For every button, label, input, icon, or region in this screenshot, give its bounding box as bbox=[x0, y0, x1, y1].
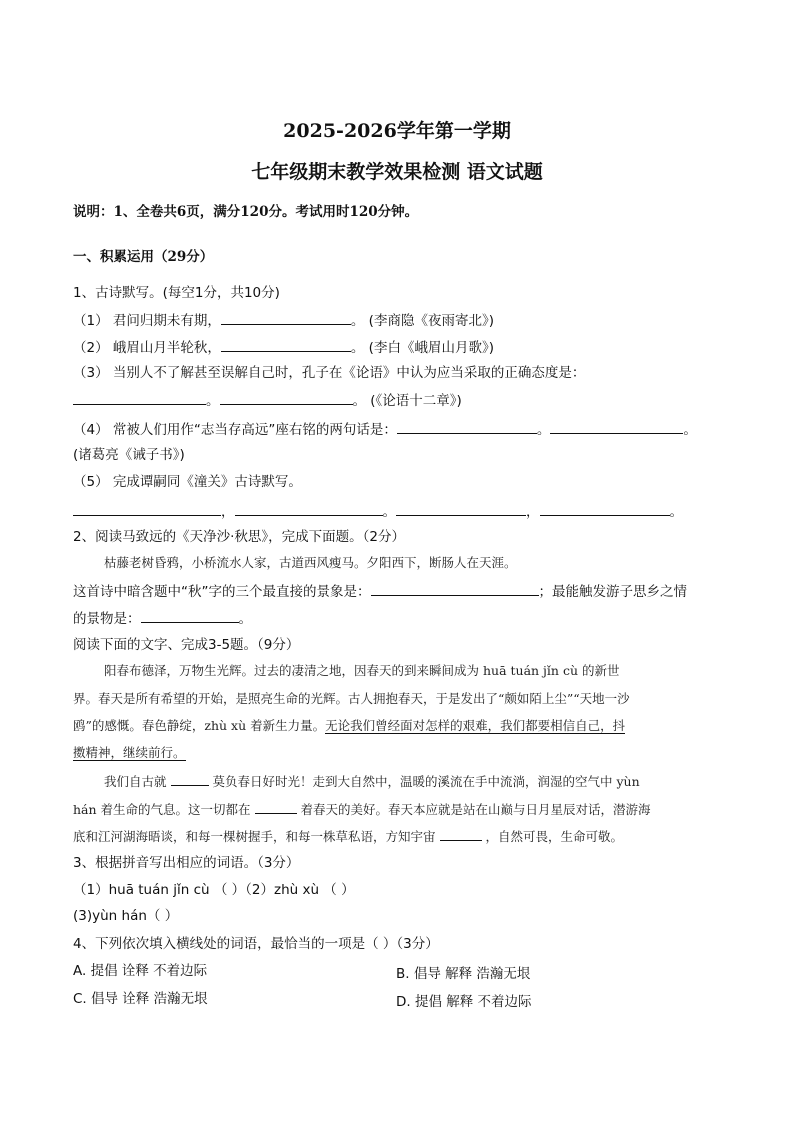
q4-option-c[interactable]: C. 倡导 诠释 浩瀚无垠 bbox=[73, 991, 208, 1007]
q2-question-line2 bbox=[73, 609, 252, 628]
reading-text: 鸥”的感慨。春色静绽，zhù xù 着新生力量。 bbox=[73, 718, 326, 733]
q1-item-3-blanks bbox=[73, 391, 462, 410]
answer-blank[interactable] bbox=[540, 502, 670, 516]
q1-item-1 bbox=[73, 311, 494, 330]
answer-blank[interactable] bbox=[221, 311, 351, 325]
q4-stem: 4、下列依次填入横线处的词语，最恰当的一项是（ ）（3分） bbox=[73, 936, 439, 952]
punct: 。 bbox=[382, 504, 396, 520]
answer-blank[interactable] bbox=[396, 502, 526, 516]
punct: 。 bbox=[238, 611, 252, 627]
reading-text: 着春天的美好。春天本应就是站在山巅与日月星辰对话，潜游海 bbox=[300, 802, 651, 817]
fill-blank[interactable] bbox=[255, 800, 297, 814]
answer-blank[interactable] bbox=[141, 609, 239, 623]
q1-item-2-source: 。 (李白《峨眉山月歌》) bbox=[350, 340, 494, 356]
q3-line1: （1）huā tuán jǐn cù （ ）（2）zhù xù （ ） bbox=[73, 882, 355, 898]
exam-instructions: 说明：1、全卷共6页，满分120分。考试用时120分钟。 bbox=[73, 204, 419, 220]
q2-question-text-2: ；最能触发游子思乡之情 bbox=[538, 584, 687, 600]
reading-text: 我们自古就 bbox=[104, 774, 167, 789]
reading-p1-line1: 阳春布德泽，万物生光辉。过去的凄清之地，因春天的到来瞬间成为 huā tuán jǐn cù 的新世 bbox=[104, 663, 620, 678]
reading-text: 底和江河湖海晤谈，和每一棵树握手，和每一株草私语，方知宇宙 bbox=[73, 829, 436, 844]
reading-text: hán 着生命的气息。这一切都在 bbox=[73, 802, 251, 817]
exam-term-title: 2025-2026学年第一学期 bbox=[283, 120, 511, 142]
q3-stem: 3、根据拼音写出相应的词语。（3分） bbox=[73, 855, 300, 871]
reading-p1-line4 bbox=[73, 744, 186, 762]
answer-blank[interactable] bbox=[73, 502, 221, 516]
underlined-sentence: 擞精神，继续前行。 bbox=[73, 745, 186, 760]
reading-p2-line3 bbox=[73, 827, 623, 846]
answer-blank[interactable] bbox=[73, 391, 206, 405]
q1-item-5: （5） 完成谭嗣同《潼关》古诗默写。 bbox=[73, 474, 302, 490]
section-heading: 一、积累运用（29分） bbox=[73, 249, 214, 265]
q1-item-2-text: （2） 峨眉山月半轮秋， bbox=[73, 340, 221, 356]
answer-blank[interactable] bbox=[221, 338, 351, 352]
q2-question-text-3: 的景物是： bbox=[73, 611, 141, 627]
exam-subject-title: 七年级期末教学效果检测 语文试题 bbox=[251, 161, 543, 183]
reading-p1-line3 bbox=[73, 717, 625, 735]
q1-item-5-blanks bbox=[73, 502, 683, 521]
answer-blank[interactable] bbox=[550, 420, 683, 434]
punct: ， bbox=[526, 504, 540, 520]
answer-blank[interactable] bbox=[235, 502, 383, 516]
q1-item-4 bbox=[73, 420, 697, 439]
answer-blank[interactable] bbox=[220, 391, 353, 405]
reading-p2-line2 bbox=[73, 800, 651, 819]
q4-option-a[interactable]: A. 提倡 诠释 不着边际 bbox=[73, 963, 208, 979]
q4-option-d[interactable]: D. 提倡 解释 不着边际 bbox=[396, 994, 532, 1010]
q1-item-3-source: 。 (《论语十二章》) bbox=[352, 393, 462, 409]
fill-blank[interactable] bbox=[440, 827, 482, 841]
q1-item-2 bbox=[73, 338, 494, 357]
punct: ， bbox=[221, 504, 235, 520]
reading-p1-line2: 界。春天是所有希望的开始，是照亮生命的光辉。古人拥抱春天，于是发出了“颇如陌上尘”“天地一沙 bbox=[73, 691, 630, 706]
punct: 。 bbox=[683, 422, 697, 438]
underlined-sentence: 无论我们曾经面对怎样的艰难，我们都要相信自己，抖 bbox=[325, 718, 626, 733]
reading-text: ，自然可畏，生命可敬。 bbox=[485, 829, 623, 844]
q1-item-1-text: （1） 君问归期未有期， bbox=[73, 313, 221, 329]
q1-item-4-text: （4） 常被人们用作“志当存高远”座右铭的两句话是： bbox=[73, 422, 397, 438]
q1-item-1-source: 。 (李商隐《夜雨寄北》) bbox=[350, 313, 494, 329]
q1-item-4-source: (诸葛亮《诫子书》) bbox=[73, 447, 185, 463]
q2-question-text: 这首诗中暗含题中“秋”字的三个最直接的景象是： bbox=[73, 584, 371, 600]
punct: 。 bbox=[536, 422, 551, 438]
reading-text: 莫负春日好时光！走到大自然中，温暖的溪流在手中流淌，润湿的空气中 yùn bbox=[212, 774, 640, 789]
q2-question bbox=[73, 582, 687, 601]
q1-item-3: （3） 当别人不了解甚至误解自己时，孔子在《论语》中认为应当采取的正确态度是： bbox=[73, 365, 586, 381]
fill-blank[interactable] bbox=[171, 772, 209, 786]
q2-poem: 枯藤老树昏鸦，小桥流水人家，古道西风瘦马。夕阳西下，断肠人在天涯。 bbox=[104, 555, 517, 570]
punct: 。 bbox=[669, 504, 683, 520]
q3-line2: (3)yùn hán（ ） bbox=[73, 908, 179, 924]
punct: 。 bbox=[206, 393, 220, 409]
q4-option-b[interactable]: B. 倡导 解释 浩瀚无垠 bbox=[396, 966, 531, 982]
q1-stem: 1、古诗默写。(每空1分，共10分) bbox=[73, 285, 280, 301]
q2-stem: 2、阅读马致远的《天净沙·秋思》，完成下面题。（2分） bbox=[73, 529, 405, 545]
answer-blank[interactable] bbox=[371, 582, 539, 596]
reading-p2-line1 bbox=[104, 772, 640, 791]
reading-intro: 阅读下面的文字、完成3-5题。（9分） bbox=[73, 637, 300, 653]
answer-blank[interactable] bbox=[397, 420, 537, 434]
